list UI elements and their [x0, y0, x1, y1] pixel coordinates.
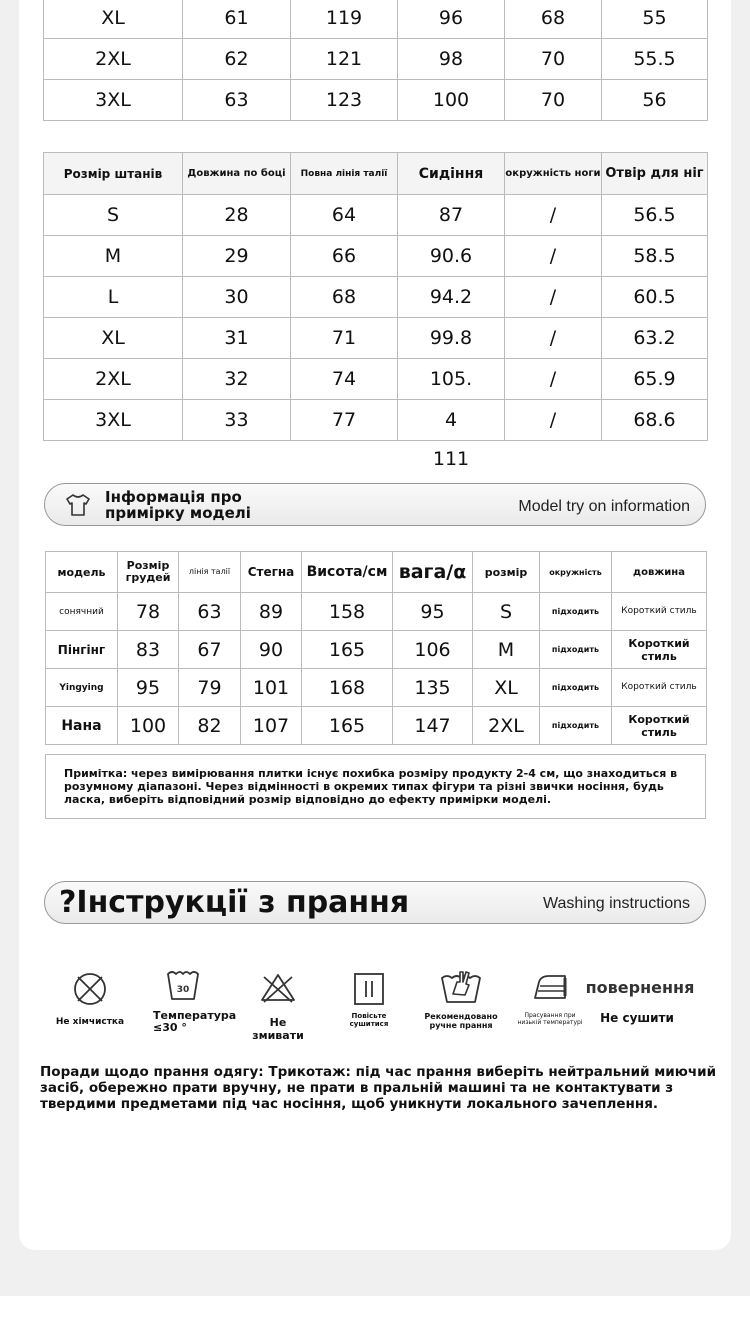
value-cell: 4 — [398, 400, 505, 441]
value-cell: 106 — [393, 631, 473, 669]
tshirt-icon — [65, 493, 91, 517]
wash-label: Температура ≤30 ° — [153, 1009, 237, 1034]
model-info-subtitle: Model try on information — [518, 498, 690, 515]
value-cell: 168 — [302, 669, 393, 707]
value-cell: 68 — [505, 0, 602, 39]
value-cell: 70 — [505, 39, 602, 80]
header-waist: Повна лінія талії — [291, 153, 398, 195]
value-cell: 79 — [179, 669, 241, 707]
wash-temp-label: 30 — [176, 985, 190, 995]
value-cell: 105. — [398, 359, 505, 400]
washing-subtitle: Washing instructions — [542, 895, 690, 912]
value-cell: 65.9 — [602, 359, 708, 400]
value-cell: 90 — [241, 631, 302, 669]
value-cell: 56 — [602, 80, 708, 121]
model-name: сонячний — [46, 593, 118, 631]
model-name: Пінгінг — [46, 631, 118, 669]
header-model: модель — [46, 552, 118, 593]
page-footer-strip — [0, 1296, 750, 1324]
model-fit-table — [45, 551, 707, 745]
wash-label: Не хімчистка — [55, 1017, 125, 1027]
value-cell: 135 — [393, 669, 473, 707]
model-info-title: Інформація про примірку моделі — [105, 488, 251, 522]
table-row — [44, 39, 708, 80]
hang-dry-icon — [353, 972, 385, 1006]
value-cell: / — [505, 195, 602, 236]
value-cell: / — [505, 318, 602, 359]
table-row — [44, 80, 708, 121]
value-cell: 28 — [183, 195, 291, 236]
value-cell: 55 — [602, 0, 708, 39]
table-row — [44, 0, 708, 39]
value-cell: 63 — [179, 593, 241, 631]
wash-item-30-degrees — [148, 970, 237, 1034]
value-cell: 78 — [118, 593, 179, 631]
header-weight: вага/α — [393, 552, 473, 593]
washing-advice: Поради щодо прання одягу: Трикотаж: під час прання виберіть нейтральний миючий засіб, обережно прати вручну, не прати в пральній машині та не контактувати з твердими предметами під час носіння, щоб уникнути локального зачеплення. — [40, 1064, 717, 1112]
value-cell: 99.8 — [398, 318, 505, 359]
value-cell: 121 — [291, 39, 398, 80]
top-size-table — [43, 0, 708, 121]
value-cell: 96 — [398, 0, 505, 39]
size-cell: S — [44, 195, 183, 236]
hand-wash-icon — [439, 968, 483, 1006]
size-cell: L — [44, 277, 183, 318]
table-row — [46, 669, 707, 707]
header-leg-circumference: окружність ноги — [505, 153, 602, 195]
fit-cell: підходить — [540, 631, 612, 669]
wash-label: Не змивати — [252, 1016, 304, 1042]
size-cell: 3XL — [44, 400, 183, 441]
wash-heading: повернення — [585, 978, 695, 997]
wash-item-hang-dry — [338, 972, 400, 1028]
value-cell: 63 — [183, 80, 291, 121]
header-side-length: Довжина по боці — [183, 153, 291, 195]
value-cell: / — [505, 359, 602, 400]
wash-item-no-bleach — [242, 972, 314, 1042]
model-name: Yingying — [46, 669, 118, 707]
value-cell: 33 — [183, 400, 291, 441]
wash-item-hand-wash — [422, 968, 500, 1030]
value-cell: 123 — [291, 80, 398, 121]
value-cell: S — [473, 593, 540, 631]
value-cell: 63.2 — [602, 318, 708, 359]
value-cell: 62 — [183, 39, 291, 80]
iron-low-icon — [531, 972, 569, 1002]
value-cell: / — [505, 277, 602, 318]
header-pants-size: Розмір штанів — [44, 153, 183, 195]
pants-size-table — [43, 152, 708, 441]
no-dry-clean-icon — [73, 972, 107, 1006]
value-cell: / — [505, 400, 602, 441]
value-cell: 165 — [302, 631, 393, 669]
header-hips: Стегна — [241, 552, 302, 593]
header-seat: Сидіння — [398, 153, 505, 195]
length-cell: Короткий стиль — [612, 631, 707, 669]
wash-item-no-tumble-dry — [580, 978, 700, 1025]
table-row — [44, 236, 708, 277]
table-header-row — [46, 552, 707, 593]
value-cell: 94.2 — [398, 277, 505, 318]
value-cell: 55.5 — [602, 39, 708, 80]
model-info-banner — [44, 483, 706, 526]
value-cell: 101 — [241, 669, 302, 707]
header-size: розмір — [473, 552, 540, 593]
value-cell: 90.6 — [398, 236, 505, 277]
fit-cell: підходить — [540, 707, 612, 745]
value-cell: 66 — [291, 236, 398, 277]
size-cell: XL — [44, 0, 183, 39]
value-cell: 89 — [241, 593, 302, 631]
fit-cell: підходить — [540, 593, 612, 631]
model-name: Нана — [46, 707, 118, 745]
value-cell: 74 — [291, 359, 398, 400]
value-cell: 100 — [398, 80, 505, 121]
wash-label: Повісьте сушитися — [349, 1012, 389, 1028]
washing-banner — [44, 881, 706, 924]
header-length: довжина — [612, 552, 707, 593]
value-cell: 83 — [118, 631, 179, 669]
overflow-value: 111 — [432, 448, 470, 470]
value-cell: 64 — [291, 195, 398, 236]
table-row — [44, 318, 708, 359]
table-row — [46, 707, 707, 745]
table-row — [46, 631, 707, 669]
value-cell: 29 — [183, 236, 291, 277]
value-cell: 31 — [183, 318, 291, 359]
length-cell: Короткий стиль — [612, 707, 707, 745]
value-cell: 68.6 — [602, 400, 708, 441]
header-circumference: окружність — [540, 552, 612, 593]
value-cell: 67 — [179, 631, 241, 669]
value-cell: 87 — [398, 195, 505, 236]
wash-label: Прасування при низькій температурі — [517, 1012, 583, 1026]
value-cell: 95 — [393, 593, 473, 631]
value-cell: 77 — [291, 400, 398, 441]
value-cell: 107 — [241, 707, 302, 745]
length-cell: Короткий стиль — [612, 593, 707, 631]
size-cell: 2XL — [44, 359, 183, 400]
value-cell: 2XL — [473, 707, 540, 745]
table-header-row — [44, 153, 708, 195]
wash-label: Не сушити — [600, 1011, 674, 1025]
value-cell: 56.5 — [602, 195, 708, 236]
size-cell: 2XL — [44, 39, 183, 80]
size-cell: M — [44, 236, 183, 277]
wash-item-iron-low — [514, 972, 586, 1026]
table-row — [44, 277, 708, 318]
header-leg-opening: Отвір для ніг — [602, 153, 708, 195]
value-cell: 58.5 — [602, 236, 708, 277]
wash-30-icon — [165, 970, 201, 1002]
size-cell: XL — [44, 318, 183, 359]
value-cell: 100 — [118, 707, 179, 745]
value-cell: 60.5 — [602, 277, 708, 318]
sizing-note: Примітка: через вимірювання плитки існує похибка розміру продукту 2-4 см, що знаходиться в розумному діапазоні. Через відмінності в окремих типах фігури та різні звички носіння, будь ласка, виберіть відповідний розмір відповідно до ефекту примірки моделі. — [45, 754, 706, 819]
header-waist: лінія талії — [179, 552, 241, 593]
fit-cell: підходить — [540, 669, 612, 707]
value-cell: 32 — [183, 359, 291, 400]
value-cell: 119 — [291, 0, 398, 39]
value-cell: 147 — [393, 707, 473, 745]
value-cell: 70 — [505, 80, 602, 121]
value-cell: 30 — [183, 277, 291, 318]
value-cell: M — [473, 631, 540, 669]
washing-title: ?Інструкції з прання — [59, 885, 410, 920]
value-cell: 158 — [302, 593, 393, 631]
value-cell: 61 — [183, 0, 291, 39]
value-cell: 82 — [179, 707, 241, 745]
value-cell: XL — [473, 669, 540, 707]
wash-label: Рекомендовано ручне прання — [424, 1012, 498, 1030]
table-row — [46, 593, 707, 631]
value-cell: 165 — [302, 707, 393, 745]
header-chest: Розмір грудей — [118, 552, 179, 593]
wash-item-no-dry-clean — [55, 972, 125, 1027]
value-cell: 98 — [398, 39, 505, 80]
size-cell: 3XL — [44, 80, 183, 121]
value-cell: / — [505, 236, 602, 277]
table-row — [44, 400, 708, 441]
table-row — [44, 195, 708, 236]
value-cell: 68 — [291, 277, 398, 318]
no-bleach-icon — [259, 972, 297, 1004]
table-row — [44, 359, 708, 400]
length-cell: Короткий стиль — [612, 669, 707, 707]
header-height: Висота/см — [302, 552, 393, 593]
value-cell: 71 — [291, 318, 398, 359]
value-cell: 95 — [118, 669, 179, 707]
